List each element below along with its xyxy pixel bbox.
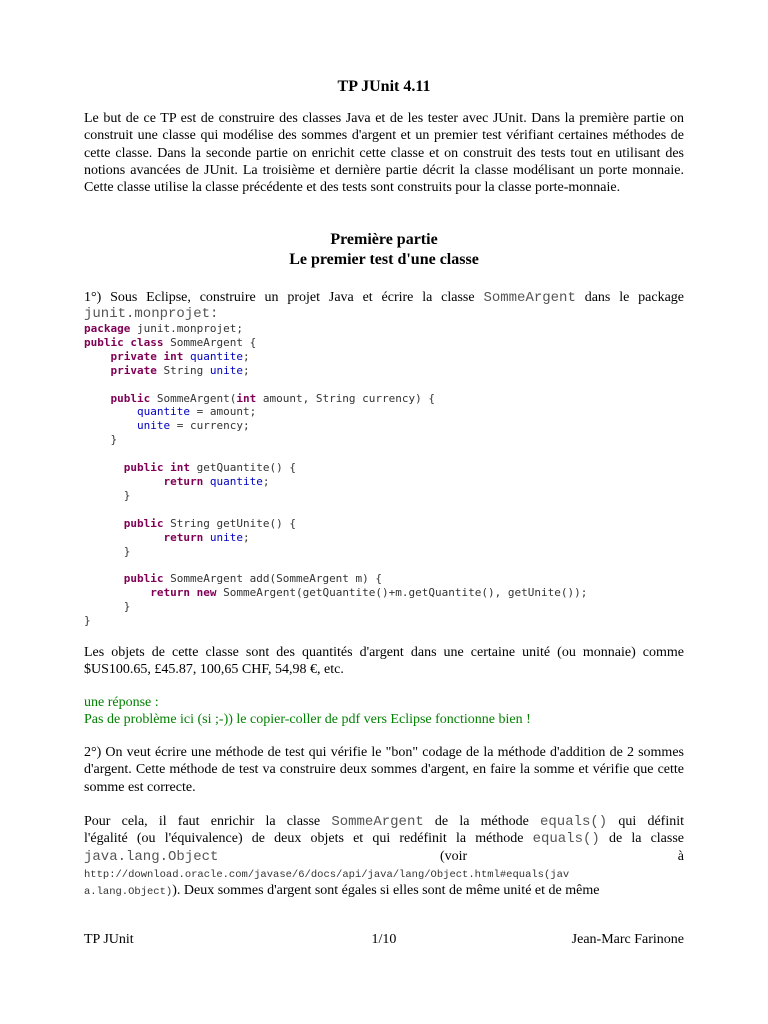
code-token: String bbox=[156, 363, 210, 377]
code-line bbox=[84, 405, 587, 419]
q1-class-name: SommeArgent bbox=[483, 290, 576, 306]
p-equals: equals() bbox=[539, 814, 608, 830]
code-line bbox=[84, 322, 587, 336]
code-keyword: class bbox=[130, 335, 164, 349]
p-equals-2: equals() bbox=[532, 831, 600, 848]
code-line bbox=[84, 531, 587, 545]
code-keyword: private bbox=[110, 363, 157, 377]
code-token: SommeArgent { bbox=[163, 335, 257, 349]
code-keyword: public bbox=[123, 516, 164, 530]
code-block bbox=[84, 322, 587, 628]
code-line bbox=[84, 545, 587, 559]
code-token: junit.monprojet; bbox=[130, 322, 243, 335]
q1-text-before: 1°) Sous Eclipse, construire un projet Java et écrire la classe bbox=[84, 290, 484, 305]
footer-author: Jean-Marc Farinone bbox=[571, 932, 684, 947]
code-token: } bbox=[123, 544, 131, 558]
doc-link-part2[interactable]: a.lang.Object) bbox=[84, 886, 173, 899]
section-heading bbox=[0, 230, 768, 270]
code-field: quantite bbox=[189, 349, 243, 363]
code-line bbox=[84, 447, 587, 461]
doc-link-part1[interactable]: http://download.oracle.com/javase/6/docs/api/java/lang/Object.html#equals(jav bbox=[84, 868, 570, 881]
p-end: ). Deux sommes d'argent sont égales si elles sont de même unité et de même bbox=[172, 883, 600, 899]
code-token: SommeArgent( bbox=[150, 391, 237, 405]
code-keyword: new bbox=[196, 586, 217, 600]
p-object-class: java.lang.Object bbox=[84, 848, 219, 865]
p-mid1: de la méthode bbox=[423, 814, 540, 829]
code-line bbox=[84, 392, 587, 406]
code-field: quantite bbox=[209, 474, 263, 488]
p-a: à bbox=[677, 848, 684, 864]
code-line bbox=[84, 517, 587, 531]
code-field: unite bbox=[209, 363, 243, 377]
p-before: Pour cela, il faut enrichir la classe bbox=[84, 814, 332, 829]
code-line bbox=[84, 336, 587, 350]
code-line bbox=[84, 364, 587, 378]
code-keyword: public bbox=[123, 572, 164, 586]
answer-label: une réponse : bbox=[84, 695, 159, 710]
code-keyword: return bbox=[163, 474, 204, 488]
code-keyword: public bbox=[110, 391, 151, 405]
code-line bbox=[84, 419, 587, 433]
section-subtitle: Le premier test d'une classe bbox=[289, 251, 479, 268]
code-line bbox=[84, 614, 587, 628]
code-token: String getUnite() { bbox=[163, 516, 296, 530]
section-title: Première partie bbox=[330, 231, 438, 248]
code-token bbox=[203, 531, 210, 544]
code-line bbox=[84, 350, 587, 364]
code-token: amount, String currency) { bbox=[256, 391, 436, 405]
code-line bbox=[84, 489, 587, 503]
p-line2a: l'égalité (ou l'équivalence) de deux objets et qui redéfinit la méthode bbox=[84, 831, 533, 847]
equals-paragraph bbox=[84, 813, 684, 899]
question-1 bbox=[84, 289, 684, 324]
code-line bbox=[84, 572, 587, 586]
code-token: } bbox=[123, 600, 131, 614]
code-token: SommeArgent add(SommeArgent m) { bbox=[163, 572, 383, 586]
code-keyword: int bbox=[170, 461, 190, 475]
q1-package: junit.monprojet: bbox=[84, 306, 219, 323]
p-voir: (voir bbox=[440, 848, 468, 864]
code-line bbox=[84, 378, 587, 392]
code-keyword: package bbox=[84, 322, 131, 335]
intro-paragraph: Le but de ce TP est de construire des classes Java et de les tester avec JUnit. Dans la première partie on construit une classe qui modélise des sommes d'argent et un premier test vérifiant certaines méthodes de cette classe. Dans la seconde partie on enrichit cette classe et on construit des tests tout en utilisant des notions avancées de JUnit. La troisième et dernière partie décrit la classe modélisant un porte monnaie. Cette classe utilise la classe précédente et des tests sont construits pour la classe porte-monnaie. bbox=[84, 111, 684, 196]
code-field: unite bbox=[209, 530, 243, 544]
code-keyword: return bbox=[150, 586, 190, 600]
code-keyword: int bbox=[163, 349, 184, 363]
code-line bbox=[84, 461, 587, 475]
code-line bbox=[84, 558, 587, 572]
code-token bbox=[203, 475, 210, 488]
code-token: = currency; bbox=[170, 419, 250, 433]
code-field: quantite bbox=[136, 405, 190, 419]
code-keyword: public bbox=[123, 461, 164, 475]
p-line2b: de la classe bbox=[599, 831, 684, 847]
page-title: TP JUnit 4.11 bbox=[337, 78, 431, 95]
code-line bbox=[84, 586, 587, 600]
code-token: getQuantite() { bbox=[190, 461, 296, 475]
code-keyword: public bbox=[84, 335, 124, 349]
code-keyword: return bbox=[163, 530, 204, 544]
code-line bbox=[84, 600, 587, 614]
code-token bbox=[190, 586, 197, 599]
code-line bbox=[84, 503, 587, 517]
code-line bbox=[84, 433, 587, 447]
objects-paragraph: Les objets de cette classe sont des quantités d'argent dans une certaine unité (ou monnaie) comme $US100.65, £45.87, 100,65 CHF, 54,98 €, etc. bbox=[84, 645, 684, 678]
p-class-name: SommeArgent bbox=[331, 814, 424, 830]
code-token: = amount; bbox=[189, 405, 257, 419]
question-2: 2°) On veut écrire une méthode de test qui vérifie le "bon" codage de la méthode d'addition de 2 sommes d'argent. Cette méthode de test va construire deux sommes d'argent, en faire la somme et vérifie que cette somme est correcte. bbox=[84, 745, 684, 795]
code-token: ; bbox=[242, 530, 250, 544]
code-field: unite bbox=[136, 419, 171, 433]
code-token: } bbox=[84, 614, 91, 628]
answer-text: Pas de problème ici (si ;-)) le copier-coller de pdf vers Eclipse fonctionne bien ! bbox=[84, 712, 531, 728]
code-token: ; bbox=[242, 349, 250, 363]
code-token: ; bbox=[262, 474, 270, 488]
code-token: } bbox=[123, 488, 131, 502]
code-token: ; bbox=[242, 363, 250, 377]
code-token: } bbox=[110, 433, 118, 447]
code-token: SommeArgent(getQuantite()+m.getQuantite(), getUnite()); bbox=[216, 586, 588, 600]
answer-block bbox=[84, 694, 684, 729]
p-mid2: qui définit bbox=[607, 814, 684, 829]
footer-left: TP JUnit bbox=[84, 932, 134, 947]
footer-page-number: 1/10 bbox=[371, 932, 397, 947]
code-keyword: private bbox=[110, 349, 157, 363]
code-keyword: int bbox=[236, 391, 257, 405]
q1-text-mid: dans le package bbox=[575, 290, 684, 305]
code-line bbox=[84, 475, 587, 489]
code-token bbox=[183, 350, 190, 363]
